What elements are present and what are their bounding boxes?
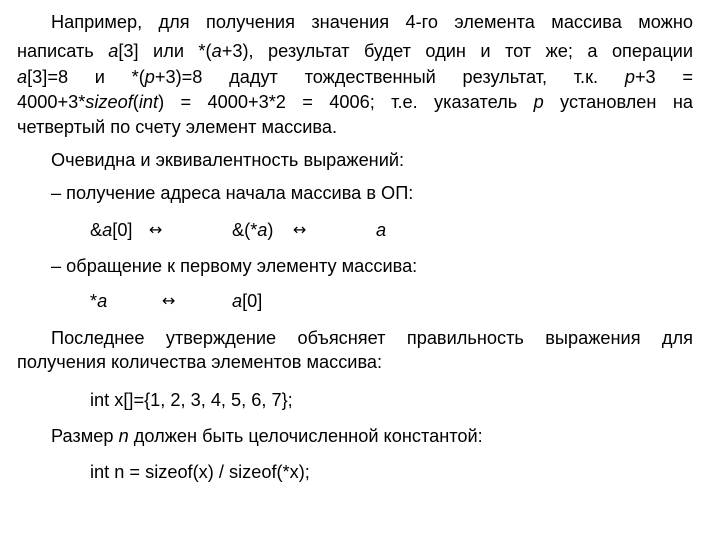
identifier-a: a <box>376 220 387 240</box>
identifier-a: a <box>211 41 222 61</box>
text: +3), результат будет один и тот же; а операции <box>221 41 693 61</box>
expression-1-part-b <box>232 218 273 242</box>
text: ( <box>132 92 139 112</box>
text: Размер <box>51 426 119 446</box>
keyword-sizeof: sizeof <box>85 92 133 112</box>
equivalence-arrow-icon: ↔ <box>149 220 163 239</box>
text: ) = 4000+3*2 = 4006; т.е. указатель <box>158 92 534 112</box>
paragraph-4 <box>51 424 483 448</box>
text: установлен на <box>543 92 693 112</box>
text: – обращение к первому элементу массива: <box>51 256 418 276</box>
paragraph-3-line-1 <box>51 326 693 350</box>
text: ) <box>267 220 274 240</box>
equivalence-arrow-icon: ↔ <box>162 291 176 310</box>
text: Последнее утверждение объясняет правильность выражения для <box>51 328 693 348</box>
identifier-p: p <box>144 67 155 87</box>
paragraph-1-line-4 <box>17 90 693 114</box>
expression-1-part-a <box>90 218 133 242</box>
text: [0] <box>242 291 263 311</box>
expression-2-part-a <box>90 289 107 313</box>
keyword-int: int <box>138 92 159 112</box>
identifier-n: n <box>118 426 129 446</box>
text: & <box>90 220 103 240</box>
text: [3]=8 и *( <box>27 67 145 87</box>
paragraph-3-line-2 <box>17 350 382 374</box>
text: четвертый по счету элемент массива. <box>17 117 338 137</box>
text: – получение адреса начала массива в ОП: <box>51 183 414 203</box>
paragraph-1-line-5 <box>17 115 337 139</box>
text: &(* <box>232 220 258 240</box>
list-item-2 <box>51 254 417 278</box>
text: int n = sizeof(x) / sizeof(*x); <box>90 462 310 482</box>
equivalence-arrow-icon: ↔ <box>293 220 307 239</box>
text: [3] или *( <box>118 41 212 61</box>
code-line-sizeof <box>90 460 310 484</box>
identifier-a: a <box>97 291 108 311</box>
text: должен быть целочисленной константой: <box>128 426 483 446</box>
text: +3)=8 дадут тождественный результат, т.к. <box>154 67 625 87</box>
list-item-1 <box>51 181 413 205</box>
identifier-a: a <box>102 220 113 240</box>
paragraph-1-line-1 <box>51 10 693 34</box>
identifier-a: a <box>257 220 268 240</box>
text: Например, для получения значения 4-го элемента массива можно <box>51 12 693 32</box>
text: 4000+3* <box>17 92 86 112</box>
identifier-p: p <box>533 92 544 112</box>
expression-2-part-b <box>232 289 262 313</box>
text: получения количества элементов массива: <box>17 352 383 372</box>
text: * <box>90 291 98 311</box>
text: +3 = <box>634 67 693 87</box>
identifier-p: p <box>624 67 635 87</box>
identifier-a: a <box>232 291 243 311</box>
text: Очевидна и эквивалентность выражений: <box>51 150 405 170</box>
paragraph-1-line-2 <box>17 39 693 63</box>
paragraph-2 <box>51 148 404 172</box>
identifier-a: a <box>108 41 119 61</box>
text: [0] <box>112 220 133 240</box>
text: int x[]={1, 2, 3, 4, 5, 6, 7}; <box>90 390 293 410</box>
text: написать <box>17 41 109 61</box>
identifier-a: a <box>17 67 28 87</box>
expression-1-part-c <box>376 218 386 242</box>
paragraph-1-line-3 <box>17 65 693 89</box>
code-line-array-init <box>90 388 293 412</box>
